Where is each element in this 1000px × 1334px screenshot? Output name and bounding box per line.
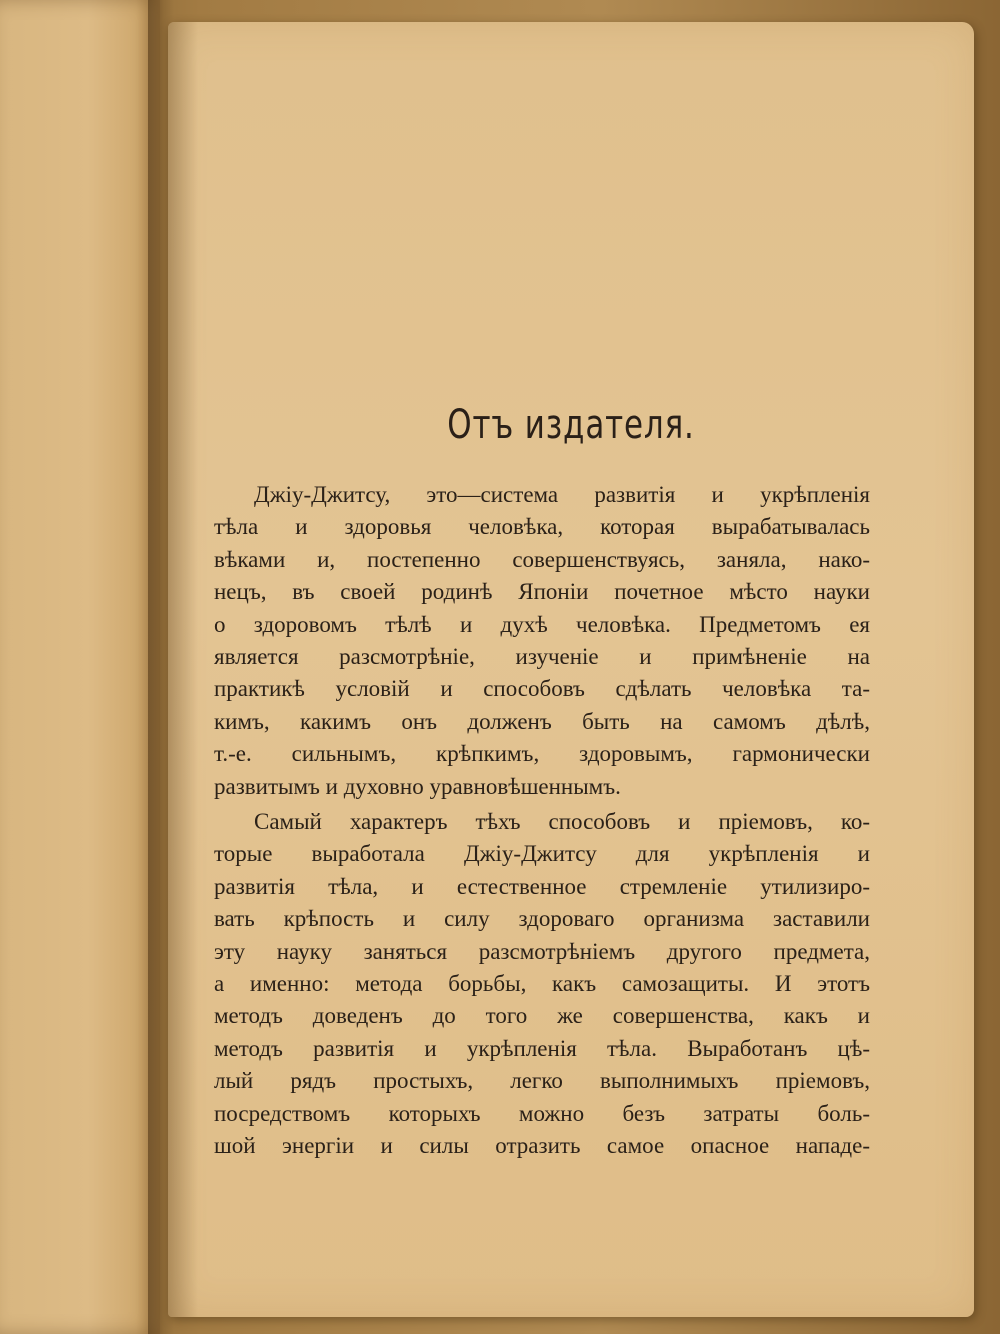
paragraph-2 bbox=[214, 806, 870, 1162]
text-line: методъ доведенъ до того же совершенства, какъ и bbox=[214, 1003, 870, 1029]
text-line: является разсмотрѣнiе, изученiе и примѣненiе на bbox=[214, 643, 870, 669]
text-line: вѣками и, постепенно совершенствуясь, заняла, нако- bbox=[214, 546, 870, 572]
page-title: Отъ издателя. bbox=[447, 402, 695, 448]
text-line: методъ развитiя и укрѣпленiя тѣла. Выработанъ цѣ- bbox=[214, 1035, 870, 1061]
text-line: т.-е. сильнымъ, крѣпкимъ, здоровымъ, гармонически bbox=[214, 741, 870, 767]
text-line: эту науку заняться разсмотрѣнiемъ другого предмета, bbox=[214, 938, 870, 964]
paragraph-1 bbox=[214, 479, 870, 803]
text-line: посредствомъ которыхъ можно безъ затраты боль- bbox=[214, 1100, 870, 1126]
text-line: о здоровомъ тѣлѣ и духѣ человѣка. Предметомъ ея bbox=[214, 611, 870, 637]
text-line: тѣла и здоровья человѣка, которая вырабатывалась bbox=[214, 514, 870, 540]
text-line: практикѣ условiй и способовъ сдѣлать человѣка та- bbox=[214, 676, 870, 702]
left-page bbox=[0, 0, 160, 1334]
text-line: вать крѣпость и силу здороваго организма заставили bbox=[214, 906, 870, 932]
text-line: развитымъ и духовно уравновѣшеннымъ. bbox=[214, 773, 621, 799]
text-line: кимъ, какимъ онъ долженъ быть на самомъ дѣлѣ, bbox=[214, 708, 870, 734]
text-line: лый рядъ простыхъ, легко выполнимыхъ прiемовъ, bbox=[214, 1068, 870, 1094]
text-line: нецъ, въ своей родинѣ Японiи почетное мѣсто науки bbox=[214, 579, 870, 605]
text-line: развитiя тѣла, и естественное стремленiе утилизиро- bbox=[214, 873, 870, 899]
text-line: Самый характеръ тѣхъ способовъ и прiемовъ, ко- bbox=[254, 809, 870, 834]
text-line: шой энергiи и силы отразить самое опасное нападе- bbox=[214, 1132, 870, 1158]
text-line: торые выработала Джiу-Джитсу для укрѣпленiя и bbox=[214, 841, 870, 867]
text-line: Джiу-Джитсу, это—система развитiя и укрѣпленiя bbox=[254, 482, 870, 507]
text-line: а именно: метода борьбы, какъ самозащиты. И этотъ bbox=[214, 970, 870, 996]
